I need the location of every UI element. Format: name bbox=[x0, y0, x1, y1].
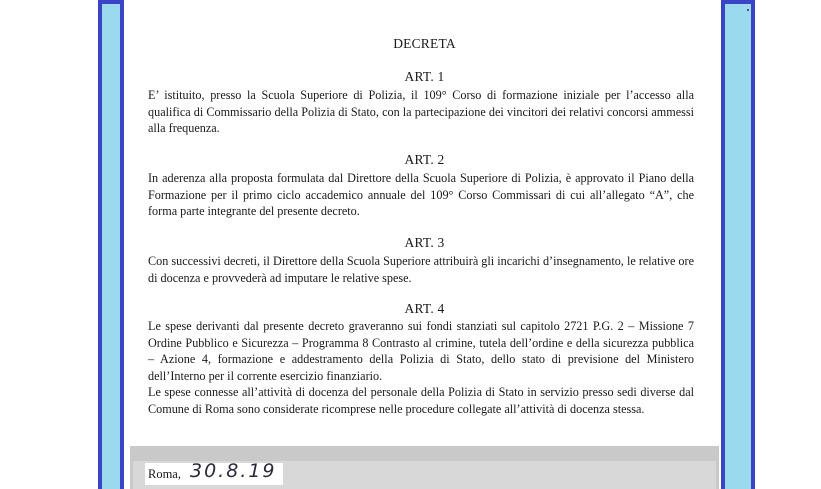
document-page bbox=[130, 0, 719, 446]
handwritten-date: 30.8.19 bbox=[190, 460, 277, 482]
right-viewer-border bbox=[721, 0, 755, 489]
scan-speck bbox=[747, 9, 749, 11]
article-4-text-continued: Le spese connesse all’attività di docenza del personale della Polizia di Stato in servizio presso sedi diverse dal Comune di Roma sono considerate ricomprese nelle procedure collegate all’attività di docenza stessa. bbox=[148, 385, 694, 416]
article-4-heading: ART. 4 bbox=[404, 301, 445, 316]
document-title: DECRETA bbox=[393, 36, 456, 51]
article-3-text: Con successivi decreti, il Direttore della Scuola Superiore attribuirà gli incarichi d’insegnamento, le relative ore di docenza e provvederà ad imputare le relative spese. bbox=[148, 254, 694, 285]
article-3-heading: ART. 3 bbox=[404, 235, 445, 250]
article-1-heading: ART. 1 bbox=[404, 69, 445, 84]
article-2-text: In aderenza alla proposta formulata dal Direttore della Scuola Superiore di Polizia, è approvato il Piano della Formazione per il primo ciclo accademico annuale del 109° Corso Commissari di cui all’allegato “A”, che forma parte integrante del presente decreto. bbox=[148, 171, 694, 218]
article-4-text: Le spese derivanti dal presente decreto graveranno sui fondi stanziati sul capitolo 2721 P.G. 2 – Missione 7 Ordine Pubblico e Sicurezza – Programma 8 Contrasto al crimine, tutela dell’ordine e della sicurezza pubblica – Azione 4, formazione e addestramento della Polizia di Stato, dello stato di previsione del Ministero dell’Interno per il corrente esercizio finanziario. bbox=[148, 319, 694, 383]
article-2-heading: ART. 2 bbox=[404, 152, 445, 167]
article-1-text: E’ istituito, presso la Scuola Superiore di Polizia, il 109° Corso di formazione iniziale per l’accesso alla qualifica di Commissario della Polizia di Stato, con la partecipazione dei vincitori dei relativi concorsi ammessi alla frequenza. bbox=[148, 88, 694, 135]
left-viewer-border bbox=[98, 0, 124, 489]
place-label: Roma, bbox=[148, 467, 181, 481]
